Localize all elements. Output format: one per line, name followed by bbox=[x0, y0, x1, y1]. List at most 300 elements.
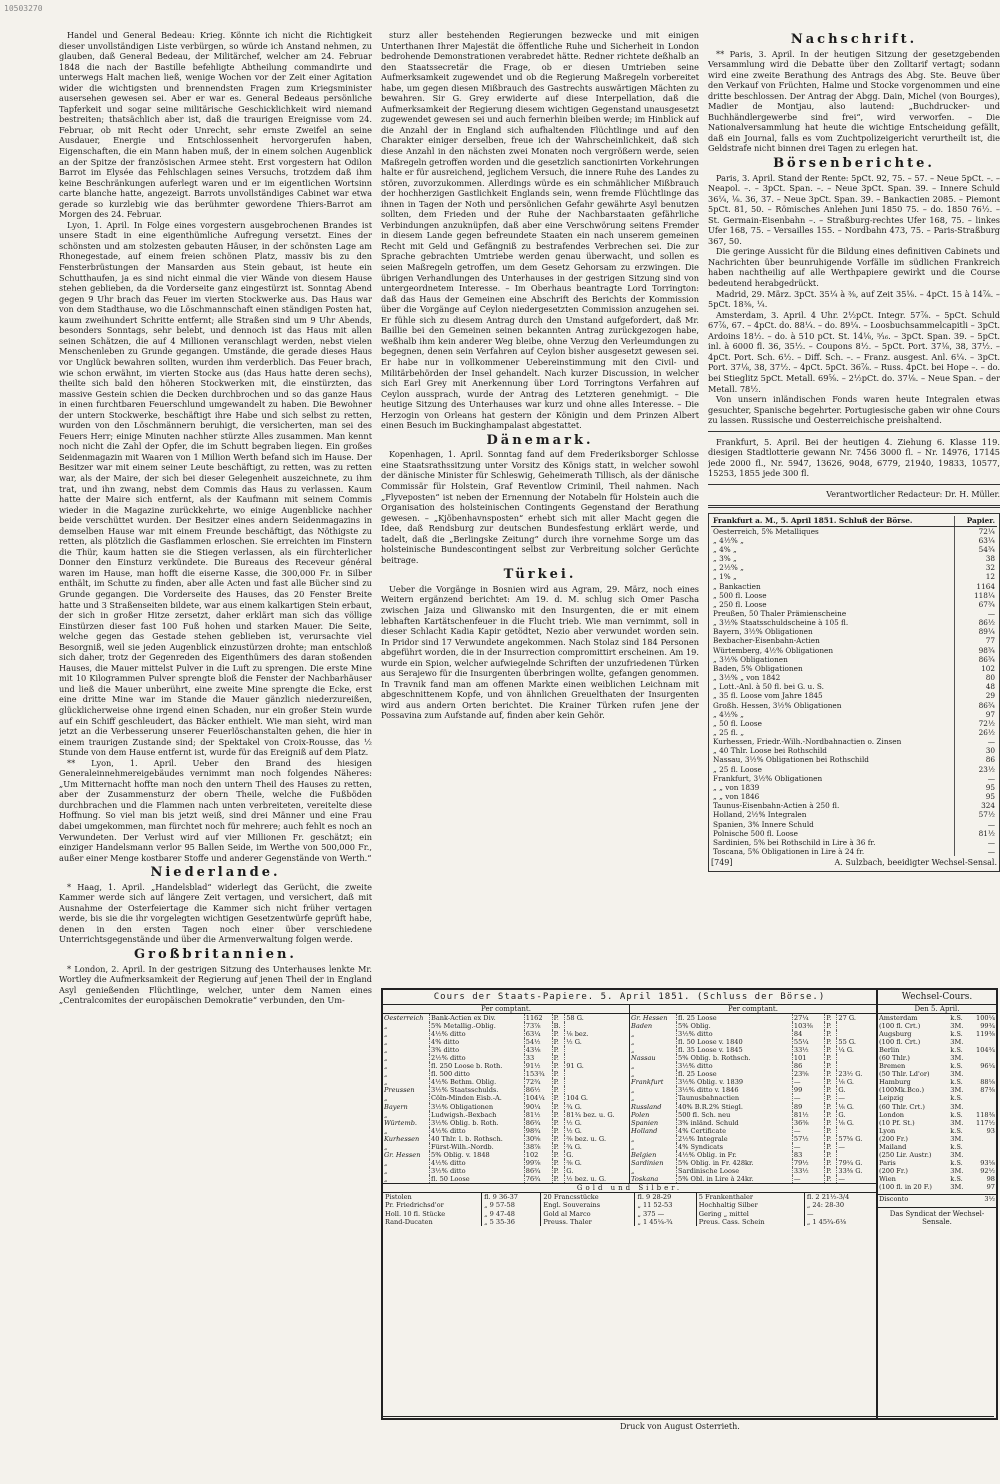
security-name: 3½% ditto bbox=[677, 1030, 793, 1038]
table-row bbox=[878, 1151, 996, 1159]
security-name: Fürst-Wilh.-Nordb. bbox=[430, 1143, 525, 1151]
table-row bbox=[383, 1119, 629, 1127]
table-row bbox=[383, 1046, 629, 1054]
money-price: ⅛ G. bbox=[838, 1102, 854, 1111]
coin-price: fl. 9 28-29 bbox=[635, 1193, 696, 1201]
section-title-boersen: Börsenberichte. bbox=[773, 156, 935, 172]
price: — bbox=[792, 1094, 824, 1102]
table-row bbox=[711, 554, 997, 563]
paper-mark: P. bbox=[552, 1030, 565, 1038]
paper-mark: P. bbox=[552, 1119, 565, 1127]
exchange-rate bbox=[969, 1038, 996, 1046]
security-name: 3½% ditto bbox=[677, 1062, 793, 1070]
cours-sub-right: Per comptant. bbox=[630, 1005, 876, 1014]
security-name: 4½% ditto bbox=[430, 1159, 525, 1167]
coin-name: Holl. 10 fl. Stücke bbox=[383, 1210, 482, 1218]
paper-mark: P. bbox=[552, 1014, 565, 1022]
country: Spanien bbox=[630, 1119, 677, 1127]
wechsel-title: Wechsel-Cours. bbox=[878, 990, 996, 1005]
exchange-place: Berlin bbox=[879, 1046, 900, 1055]
security-price: 118¼ bbox=[955, 591, 998, 600]
table-row bbox=[383, 1062, 629, 1070]
security-name: Bayern, 3½% Obligationen bbox=[713, 627, 813, 637]
table-row bbox=[383, 1111, 629, 1119]
table-row bbox=[630, 1030, 876, 1038]
security-name: „ „ von 1839 bbox=[713, 782, 760, 792]
table-row bbox=[711, 572, 997, 581]
money-price: ¼ G. bbox=[838, 1046, 854, 1055]
money-price: 55 G. bbox=[838, 1038, 856, 1047]
table-row bbox=[711, 701, 997, 710]
table-row bbox=[711, 545, 997, 554]
paper-mark: P. bbox=[825, 1151, 837, 1159]
security-name: Preußen, 50 Thaler Prämienscheine bbox=[713, 608, 847, 618]
money-price: 81¾ bez. u. G. bbox=[566, 1110, 615, 1119]
exchange-term: 3M. bbox=[950, 1102, 964, 1111]
country: „ bbox=[383, 1111, 430, 1119]
table-row bbox=[630, 1078, 876, 1086]
table-row bbox=[383, 1201, 876, 1209]
table-row bbox=[711, 829, 997, 838]
exchange-place: (100Mk.Bco.) bbox=[879, 1086, 925, 1095]
money-price: 23½ G. bbox=[838, 1070, 863, 1079]
security-name: „ 3½% Staatsschuldscheine à 105 fl. bbox=[713, 618, 849, 628]
paper-mark: P. bbox=[825, 1014, 837, 1022]
exchange-place: (10 Pf. St.) bbox=[879, 1118, 915, 1127]
country: „ bbox=[383, 1022, 430, 1030]
country: „ bbox=[630, 1030, 677, 1038]
table-row bbox=[878, 1127, 996, 1135]
price: 33½ bbox=[792, 1167, 824, 1175]
cours-right-table bbox=[630, 1014, 876, 1183]
security-price: 54¾ bbox=[955, 545, 998, 554]
price: 84 bbox=[792, 1030, 824, 1038]
security-price: 26½ bbox=[955, 728, 998, 737]
table-row bbox=[630, 1111, 876, 1119]
money-price: G. bbox=[838, 1110, 846, 1119]
frankfurt-course-box bbox=[708, 513, 1000, 871]
exchange-place: Paris bbox=[879, 1158, 896, 1167]
exchange-rate: 100¼ bbox=[976, 1014, 995, 1022]
coin-price: „ 9 47-48 bbox=[482, 1210, 541, 1218]
table-row bbox=[630, 1014, 876, 1022]
paper-mark: P. bbox=[825, 1143, 837, 1151]
syndicat-line: Das Syndicat der Wechsel-Sensale. bbox=[878, 1207, 996, 1226]
paper-mark: P. bbox=[552, 1054, 565, 1062]
security-name: „ 25 fl. Loose bbox=[713, 764, 762, 774]
country: „ bbox=[630, 1046, 677, 1054]
coin-price: fl. 2 21½-3/4 bbox=[806, 1192, 850, 1201]
money-price bbox=[837, 1030, 876, 1038]
exchange-place: (200 Fr.) bbox=[879, 1134, 908, 1143]
table-row bbox=[878, 1030, 996, 1038]
paper-mark: P. bbox=[552, 1078, 565, 1086]
security-name: „ 4% „ bbox=[713, 544, 737, 554]
security-price: 29 bbox=[955, 691, 998, 700]
price: 91½ bbox=[524, 1062, 552, 1070]
security-name: „ Lott.-Anl. à 50 fl. bei G. u. S. bbox=[713, 682, 824, 692]
money-price: 57⅝ G. bbox=[838, 1134, 863, 1143]
table-header-row bbox=[711, 516, 997, 526]
exchange-place: Augsburg bbox=[879, 1030, 912, 1039]
exchange-rate bbox=[969, 1151, 996, 1159]
security-price: 23½ bbox=[955, 765, 998, 774]
table-row bbox=[630, 1159, 876, 1167]
security-name: Polnische 500 fl. Loose bbox=[713, 828, 798, 838]
country: „ bbox=[383, 1070, 430, 1078]
printer-line: Druck von August Osterrieth. bbox=[620, 1422, 740, 1431]
exchange-place: (100 fl. Crt.) bbox=[879, 1022, 921, 1031]
security-name: 40% B.R.2% Stiegl. bbox=[677, 1103, 793, 1111]
paper-mark: P. bbox=[552, 1103, 565, 1111]
table-row bbox=[878, 1103, 996, 1111]
price: 90¼ bbox=[524, 1103, 552, 1111]
security-name: Spanien, 3% Innere Schuld bbox=[713, 819, 814, 829]
exchange-place: Leipzig bbox=[879, 1094, 904, 1103]
country: Sardinien bbox=[630, 1159, 677, 1167]
boersen-paragraph: Von unsern inländischen Fonds waren heute Integralen etwas gesuchter, Spanische begehrter. Portugiesische gaben wir ohne Cours zu lassen. Russische und Oesterreichische preishaltend. bbox=[708, 394, 1000, 426]
security-name: 3% inländ. Schuld bbox=[677, 1119, 793, 1127]
security-price: 48 bbox=[955, 682, 998, 691]
price: 79½ bbox=[792, 1159, 824, 1167]
security-price: 63¼ bbox=[955, 536, 998, 545]
table-row bbox=[383, 1070, 629, 1078]
table-row bbox=[711, 526, 997, 536]
price: — bbox=[792, 1127, 824, 1135]
money-price: ⅛ G. bbox=[838, 1078, 854, 1087]
table-row bbox=[711, 655, 997, 664]
security-name: 5% Oblig. bbox=[677, 1022, 793, 1030]
disconto-label: Disconto bbox=[879, 1195, 909, 1204]
security-name: Kurhessen, Friedr.-Wilh.-Nordbahnactien o. Zinsen bbox=[713, 737, 902, 747]
security-name: Baden, 5% Obligationen bbox=[713, 663, 803, 673]
coin-price: „ 375 — bbox=[635, 1210, 696, 1218]
exchange-place: Lyon bbox=[879, 1126, 896, 1135]
section-title-tuerkei: Türkei. bbox=[503, 567, 577, 583]
country: „ bbox=[630, 1070, 677, 1078]
country: Oesterreich bbox=[383, 1014, 430, 1022]
security-name: „ 35 fl. Loose vom Jahre 1845 bbox=[713, 691, 823, 701]
exchange-place: (60 Thlr.) bbox=[879, 1054, 910, 1063]
table-row bbox=[630, 1022, 876, 1030]
table-row bbox=[711, 792, 997, 801]
money-price: G. bbox=[566, 1150, 574, 1159]
table-row bbox=[383, 1210, 876, 1218]
security-name: 3½% ditto bbox=[430, 1167, 525, 1175]
paper-mark: P. bbox=[552, 1127, 565, 1135]
security-price: — bbox=[955, 820, 998, 829]
coin-price: fl. 9 36-37 bbox=[482, 1193, 541, 1201]
price: 101 bbox=[792, 1054, 824, 1062]
table-row bbox=[630, 1054, 876, 1062]
table-row bbox=[711, 838, 997, 847]
security-price: 1164 bbox=[955, 582, 998, 591]
paper-mark: P. bbox=[825, 1167, 837, 1175]
security-name: „ „ von 1846 bbox=[713, 792, 760, 802]
boersen-paragraph: Amsterdam, 3. April. 4 Uhr. 2½pCt. Integr. 57⅞. – 5pCt. Schuld 67⅞, 67. – 4pCt. do. 88¼. – do. 89¼. – Loosbuchsammelcapitli – 3pCt. Ardoins 18½. – do. à 510 pCt. St. 14⅛, ⁵⁄₁₆. – 3pCt. Span. 39. – 5pCt. inl. à 6000 fl. 36, 35½. – Coupons 8½. – 5pCt. Port. 37⅛, 38, 37½. – 4pCt. Port. Sch. 6½. – Diff. Sch. –. – Franz. ausgest. Anl. 6¼. – 3pCt. Port. 37⅛, 38, 37½. – 4pCt. 5pCt. 36⅞. – Russ. 4pCt. bei Hope –. – do. bei Stieglitz 5pCt. Metall. 69⅝. – 2½pCt. do. 37⅛. – Neue Span. – der Metall. 78½. bbox=[708, 309, 1000, 394]
frankfurt-course-table bbox=[711, 516, 997, 856]
money-price: G. bbox=[566, 1166, 574, 1175]
money-price: ½ G. bbox=[566, 1126, 582, 1135]
table-row bbox=[383, 1175, 629, 1183]
security-name: fl. 50 Loose bbox=[430, 1175, 525, 1183]
price: 1162 bbox=[524, 1014, 552, 1022]
middle-column bbox=[381, 30, 699, 775]
country: Bayern bbox=[383, 1103, 430, 1111]
table-row bbox=[383, 1030, 629, 1038]
paper-mark: P. bbox=[825, 1078, 837, 1086]
security-name: „ 4½% „ bbox=[713, 535, 744, 545]
paper-mark: P. bbox=[825, 1159, 837, 1167]
security-price: — bbox=[955, 737, 998, 746]
inserat-number: [749] bbox=[711, 858, 733, 868]
security-name: „ 2½% „ bbox=[713, 563, 744, 573]
paper-mark: P. bbox=[825, 1054, 837, 1062]
table-row bbox=[711, 810, 997, 819]
table-row bbox=[383, 1103, 629, 1111]
table-row bbox=[383, 1167, 629, 1175]
paper-mark: P. bbox=[825, 1103, 837, 1111]
gold-silber-table bbox=[383, 1193, 876, 1226]
security-name: Nassau, 3½% Obligationen bei Rothschild bbox=[713, 755, 869, 765]
price: — bbox=[792, 1078, 824, 1086]
exchange-term: 3M. bbox=[950, 1070, 964, 1079]
country: „ bbox=[630, 1143, 677, 1151]
security-name: 500 fl. Sch. neu bbox=[677, 1111, 793, 1119]
table-row bbox=[383, 1135, 629, 1143]
security-price: — bbox=[955, 774, 998, 783]
table-row bbox=[630, 1094, 876, 1102]
money-price bbox=[837, 1022, 876, 1030]
left-column bbox=[59, 30, 372, 1480]
money-price bbox=[565, 1022, 629, 1030]
country: Nassau bbox=[630, 1054, 677, 1062]
table-row bbox=[711, 636, 997, 645]
table-row bbox=[711, 682, 997, 691]
paper-mark: P. bbox=[825, 1111, 837, 1119]
price: 86 bbox=[792, 1062, 824, 1070]
table-row bbox=[711, 673, 997, 682]
article-paragraph: Lyon, 1. April. In Folge eines vorgestern ausgebrochenen Brandes ist unsere Stadt in eine eigenthümliche Aufregung versetzt. Eines der schönsten und am stolzesten gebauten Häuser, in der schönsten Lage am Rhonegestade, auf einem freien schönen Platz, massiv bis zu den Fensterbrüstungen der Mansarden aus Stein gebaut, ist heute ein Schutthaufen, ja es sind nicht einmal die vier Wände von diesem Hause stehen geblieben, da die Vorderseite ganz eingestürzt ist. Sonntag Abend gegen 9 Uhr brach das Feuer im vierten Stockwerke aus. Das Haus war von dem Stadthause, wo die Löschmannschaft einen ständigen Posten hat, kaum zweihundert Schritte entfernt; alle Straßen sind um 9 Uhr Abends, besonders Sonntags, sehr belebt, und dennoch ist das Haus mit allen seinen Schätzen, die auf 4 Millionen veranschlagt werden, nebst vielen Menschenleben zu Grunde gegangen. Umstände, die gerade dieses Haus vor Unglück bewahren sollten, wurden ihm verderblich. Das Feuer brach, wie schon erwähnt, im vierten Stocke aus (das Haus hatte deren sechs), theilte sich bald den höheren Stockwerken mit, die einstürzten, das massive Gestein schien die Decken durchbrochen und so das ganze Haus in einen furchtbaren Feuerschlund umgewandelt zu haben. Die Bewohner der untern Stockwerke, beschäftigt ihre Habe und sich selbst zu retten, wurden von den Löschmännern beruhigt, die versicherten, man sei des Feuers Herr; einige Minuten nachher stürzte Alles zusammen. Man kennt noch nicht die Zahl der Opfer, die im Schutt begraben liegen. Ein großes Seidenmagazin mit Waaren von 1 Million Werth befand sich im Hause. Der Besitzer war mit einem seiner Leute beschäftigt, zu retten, was zu retten war, als der Maire, der sich bei dieser Gelegenheit auszeichnete, zu ihm trat, und ihn zwang, nebst dem Commis das Haus zu verlassen. Kaum hatte der Maire sich entfernt, als der Kaufmann mit seinem Commis wieder in die Magazine zurückkehrte, wo einige Augenblicke nachher beide verschüttet wurden. Der Besitzer eines andern Seidenmagazins in demselben Hause war mit einem Freunde beschäftigt, das Nöthigste zu retten, als plötzlich die Gasflammen erloschen. Sie erreichten im Finstern die Thür, kaum hatten sie die Stiegen verlassen, als ein fürchterlicher Donner den Einsturz verkündete. Die Bureaus des Receveur général waren im Hause, man hofft die eiserne Kasse, die 300,000 Fr. in Silber enthält, im Schutte zu finden, aber alle Acten und fast alle Bücher sind zu Grunde gegangen. Die Vorderseite des Hauses, das 20 Fenster Breite hatte und 3 Straßenseiten bildete, war aus einem kalkartigen Stein erbaut, der sich in großer Hitze zersetzt, daher erklärt man sich das völlige Einstürzen dieser fast 100 Fuß hohen und starken Mauer. Die Seite, welche gegen das Gestade stehen geblieben ist, verursachte viel Besorgniß, weil sie jeden Augenblick einzustürzen drohte; man entschloß sich daher, trotz der Gegenreden des Eigenthümers des daran stoßenden Hauses, die Mauer mittelst Pulver in die Luft zu sprengen. Die erste Mine mit 10 Kilogrammen Pulver sprengte bloß die Fenster der Nachbarhäuser und ließ die Mauer unberührt, eine zweite Mine sprengte die Ecke, erst eine dritte Mine war im Stande die Mauer gänzlich niederzureißen, glücklicherweise ohne irgend einen Schaden, nur ein großer Stein wurde auf ein Schiff geschleudert, das Bäcker enthielt. Wie man sieht, wird man jetzt an die Verbesserung unserer Feuerlöschanstalten gehen, die hier in einem traurigen Zustande sind; der Spektakel von Croix-Rousse, das ½ Stunde von dem Hause entfernt ist, wurde für das Ereigniß auf dem Platz. bbox=[59, 219, 372, 758]
security-name: Holland, 2½% Integralen bbox=[713, 810, 807, 820]
exchange-term: 3M. bbox=[950, 1054, 964, 1063]
security-price: 324 bbox=[955, 801, 998, 810]
table-row bbox=[878, 1038, 996, 1046]
exchange-term: k.S. bbox=[950, 1142, 963, 1151]
table-title: Frankfurt a. M., 5. April 1851. Schluß der Börse. bbox=[711, 516, 955, 526]
country: Frankfurt bbox=[630, 1078, 677, 1086]
country: Russland bbox=[630, 1103, 677, 1111]
section-title-grossbritannien: Großbritannien. bbox=[134, 947, 297, 963]
table-row bbox=[878, 1175, 996, 1183]
table-row bbox=[878, 1167, 996, 1175]
table-row bbox=[630, 1127, 876, 1135]
security-name: Cöln-Minden Eisb.-A. bbox=[430, 1094, 525, 1102]
exchange-rate: 97 bbox=[986, 1182, 995, 1191]
paper-mark: P. bbox=[825, 1062, 837, 1070]
country: „ bbox=[383, 1175, 430, 1183]
money-price: 79¼ G. bbox=[838, 1158, 863, 1167]
price: 63¼ bbox=[524, 1030, 552, 1038]
coin-price: „ 24: 28-30 bbox=[806, 1201, 845, 1210]
money-price: — bbox=[838, 1142, 845, 1151]
country: Baden bbox=[630, 1022, 677, 1030]
security-name: „ 40 Thlr. Loose bei Rothschild bbox=[713, 746, 827, 756]
money-price bbox=[565, 1078, 629, 1086]
exchange-term: k.S. bbox=[950, 1110, 963, 1119]
country: „ bbox=[630, 1038, 677, 1046]
security-price: 81½ bbox=[955, 829, 998, 838]
table-row bbox=[711, 847, 997, 856]
cours-left-col bbox=[383, 1005, 629, 1183]
table-row bbox=[878, 1135, 996, 1143]
coin-name: Pr. Friedrichsd'or bbox=[383, 1201, 482, 1209]
price: 102 bbox=[524, 1151, 552, 1159]
divider bbox=[708, 484, 1000, 485]
country: „ bbox=[383, 1038, 430, 1046]
cours-table-box bbox=[381, 988, 878, 1420]
exchange-rate bbox=[969, 1103, 996, 1111]
money-price: G. bbox=[838, 1086, 846, 1095]
price: 99 bbox=[792, 1086, 824, 1094]
disconto-value: 3½ bbox=[984, 1195, 995, 1204]
paper-mark: P. bbox=[552, 1070, 565, 1078]
exchange-place: (100 fl. Crt.) bbox=[879, 1038, 921, 1047]
table-row bbox=[711, 746, 997, 755]
table-row bbox=[711, 737, 997, 746]
security-name: 3½% ditto v. 1846 bbox=[677, 1086, 793, 1094]
boersen-paragraph: Die geringe Aussicht für die Bildung eines definitiven Cabinets und Nachrichten über beunruhigende Vorfälle im südlichen Frankreich haben nachtheilig auf alle Werthpapiere gewirkt und die Course bedeutend herabgedrückt. bbox=[708, 246, 1000, 289]
cours-title: Cours der Staats-Papiere. 5. April 1851. (Schluss der Börse.) bbox=[383, 990, 876, 1005]
exchange-place: (60 Thlr. Crt.) bbox=[879, 1102, 925, 1111]
paper-mark: P. bbox=[552, 1135, 565, 1143]
security-price: 97 bbox=[955, 710, 998, 719]
security-price: 57½ bbox=[955, 810, 998, 819]
security-price: 86½ bbox=[955, 618, 998, 627]
price: 104¼ bbox=[524, 1094, 552, 1102]
price: 98¾ bbox=[524, 1127, 552, 1135]
exchange-term: 3M. bbox=[950, 1086, 964, 1095]
security-name: „ 3½% Obligationen bbox=[713, 654, 788, 664]
article-paragraph: Handel und General Bedeau: Krieg. Könnte ich nicht die Richtigkeit dieser unvollständigen Liste verbürgen, so würde ich Anstand nehmen, zu glauben, daß General Bedeau, der Militärchef, welcher am 24. Februar 1848 die nach der Bastille befehligte Abtheilung commandirte und unterwegs Halt machen ließ, wenige Wochen vor der Zeit einer Agitation wider die wichtigsten und brennendsten Fragen zum Kriegsminister ausersehen gewesen sei. Aber er war es. General Bedeaus persönliche Tapferkeit und sogar seine militärische Geschicklichkeit wird niemand bestreiten; thatsächlich aber ist, daß die traurigen Ereignisse vom 24. Februar, ob mit Recht oder Unrecht, sehr ernste Zweifel an seine Ausdauer, Energie und Entschlossenheit hervorgerufen haben, Eigenschaften, die ein Mann haben muß, der in einem solchen Augenblick an der Spitze der französischen Armee steht. Erst vorgestern hat Odilon Barrot im Elysée das Fehlschlagen seines Versuchs, trotzdem daß ihm keine Beschränkungen auferlegt waren und er im eigentlichen Wortsinn carte blanche hatte, angezeigt. Barrots unvollständiges Cabinet war etwa gerade so kurzlebig wie das berühmter gewordene Thiers-Barrot am Morgen des 24. Februar. bbox=[59, 30, 372, 220]
paper-mark: P. bbox=[552, 1175, 565, 1183]
security-price: 72¼ bbox=[955, 526, 998, 536]
security-name: fl. 500 ditto bbox=[430, 1070, 525, 1078]
divider bbox=[708, 431, 1000, 432]
money-price bbox=[565, 1086, 629, 1094]
table-row bbox=[630, 1151, 876, 1159]
table-row bbox=[711, 691, 997, 700]
security-name: „ 50 fl. Loose bbox=[713, 718, 762, 728]
price: 99⅞ bbox=[524, 1159, 552, 1167]
table-row bbox=[878, 1070, 996, 1078]
coin-name: Preus. Cass. Schein bbox=[696, 1218, 804, 1226]
money-price: 33⅜ G. bbox=[838, 1166, 863, 1175]
price: 27¼ bbox=[792, 1014, 824, 1022]
security-name: Bank-Actien ex Div. bbox=[430, 1014, 525, 1022]
coin-price: „ 1 45¾-6⅛ bbox=[806, 1217, 847, 1226]
table-row bbox=[383, 1038, 629, 1046]
price: 72¾ bbox=[524, 1078, 552, 1086]
security-name: Frankfurt, 3½% Obligationen bbox=[713, 773, 823, 783]
table-row bbox=[878, 1143, 996, 1151]
table-row bbox=[878, 1159, 996, 1167]
exchange-term: k.S. bbox=[950, 1030, 963, 1039]
security-name: fl. 50 Loose v. 1840 bbox=[677, 1038, 793, 1046]
security-price: 86 bbox=[955, 755, 998, 764]
security-name: Sardinische Loose bbox=[677, 1167, 793, 1175]
exchange-term: 3M. bbox=[950, 1166, 964, 1175]
table-row bbox=[711, 591, 997, 600]
table-row bbox=[630, 1175, 876, 1183]
lottery-paragraph: Frankfurt, 5. April. Bei der heutigen 4. Ziehung 6. Klasse 119. diesigen Stadtlotterie gewann Nr. 7456 3000 fl. – Nr. 14976, 17145 jede 2000 fl., Nr. 5947, 13626, 9048, 6779, 21940, 19833, 10577, 15253, 1855 jede 300 fl. bbox=[708, 436, 1000, 479]
security-name: Würtemberg, 4½% Obligationen bbox=[713, 645, 834, 655]
country: „ bbox=[383, 1127, 430, 1135]
table-row bbox=[383, 1143, 629, 1151]
table-row bbox=[878, 1078, 996, 1086]
paper-mark: P. bbox=[825, 1119, 837, 1127]
money-price: ⅛ G. bbox=[838, 1118, 854, 1127]
exchange-term: 3M. bbox=[950, 1038, 964, 1047]
security-name: 5% Obl. in Lire à 24kr. bbox=[677, 1175, 793, 1183]
security-name: Sardinien, 5% bei Rothschild in Lire à 36 fr. bbox=[713, 837, 876, 847]
exchange-place: Mailand bbox=[879, 1142, 907, 1151]
security-name: 2½% Integrale bbox=[677, 1135, 793, 1143]
paper-mark: P. bbox=[825, 1086, 837, 1094]
money-price: ½ G. bbox=[566, 1038, 582, 1047]
coin-price: „ 5 35-36 bbox=[482, 1218, 541, 1226]
security-name: Taunus-Eisenbahn-Actien à 250 fl. bbox=[713, 801, 840, 811]
security-name: 5% Oblig. v. 1848 bbox=[430, 1151, 525, 1159]
security-price: 12 bbox=[955, 572, 998, 581]
exchange-term: k.S. bbox=[950, 1174, 963, 1183]
money-price: ¾ G. bbox=[566, 1102, 582, 1111]
security-price: 72½ bbox=[955, 719, 998, 728]
exchange-rate: 104¾ bbox=[976, 1046, 995, 1055]
security-name: „ 1% „ bbox=[713, 572, 737, 582]
exchange-term: k.S. bbox=[950, 1046, 963, 1055]
paper-mark: P. bbox=[552, 1159, 565, 1167]
country: „ bbox=[630, 1062, 677, 1070]
security-name: 3½% Staatsschulds. bbox=[430, 1086, 525, 1094]
country: „ bbox=[630, 1167, 677, 1175]
money-price: — bbox=[838, 1174, 845, 1183]
paper-mark: P. bbox=[552, 1167, 565, 1175]
table-row bbox=[711, 728, 997, 737]
table-row bbox=[630, 1070, 876, 1078]
security-name: 3½% Obligationen bbox=[430, 1103, 525, 1111]
paper-mark: P. bbox=[825, 1038, 837, 1046]
article-paragraph: * Haag, 1. April. „Handelsblad“ widerlegt das Gerücht, die zweite Kammer werde sich auf längere Zeit vertagen, und versichert, daß mit Ausnahme der Osterfeiertage die Kammer sich nicht früher vertagen werde, bis sie die ihr vorgelegten wichtigen Gesetzentwürfe geprüft habe, denen in den ersten Tagen noch einer über verschiedene Unterrichtsgegenstände und über die Armenverwaltung folgen werde. bbox=[59, 881, 372, 945]
security-price: 77 bbox=[955, 636, 998, 645]
money-price: ⅜ G. bbox=[566, 1158, 582, 1167]
country: „ bbox=[383, 1062, 430, 1070]
money-price bbox=[837, 1151, 876, 1159]
coin-price: „ 11 52-53 bbox=[635, 1201, 696, 1209]
country: „ bbox=[630, 1094, 677, 1102]
security-price: 80 bbox=[955, 673, 998, 682]
price: — bbox=[792, 1175, 824, 1183]
price: 33½ bbox=[792, 1046, 824, 1054]
exchange-term: 3M. bbox=[950, 1134, 964, 1143]
paper-mark: P. bbox=[825, 1175, 837, 1183]
exchange-rate bbox=[969, 1070, 996, 1078]
coin-price: „ 1 45¼-¾ bbox=[635, 1218, 696, 1226]
paper-mark: P. bbox=[825, 1046, 837, 1054]
paper-mark: P. bbox=[825, 1030, 837, 1038]
country: Gr. Hessen bbox=[630, 1014, 677, 1022]
table-row bbox=[711, 710, 997, 719]
